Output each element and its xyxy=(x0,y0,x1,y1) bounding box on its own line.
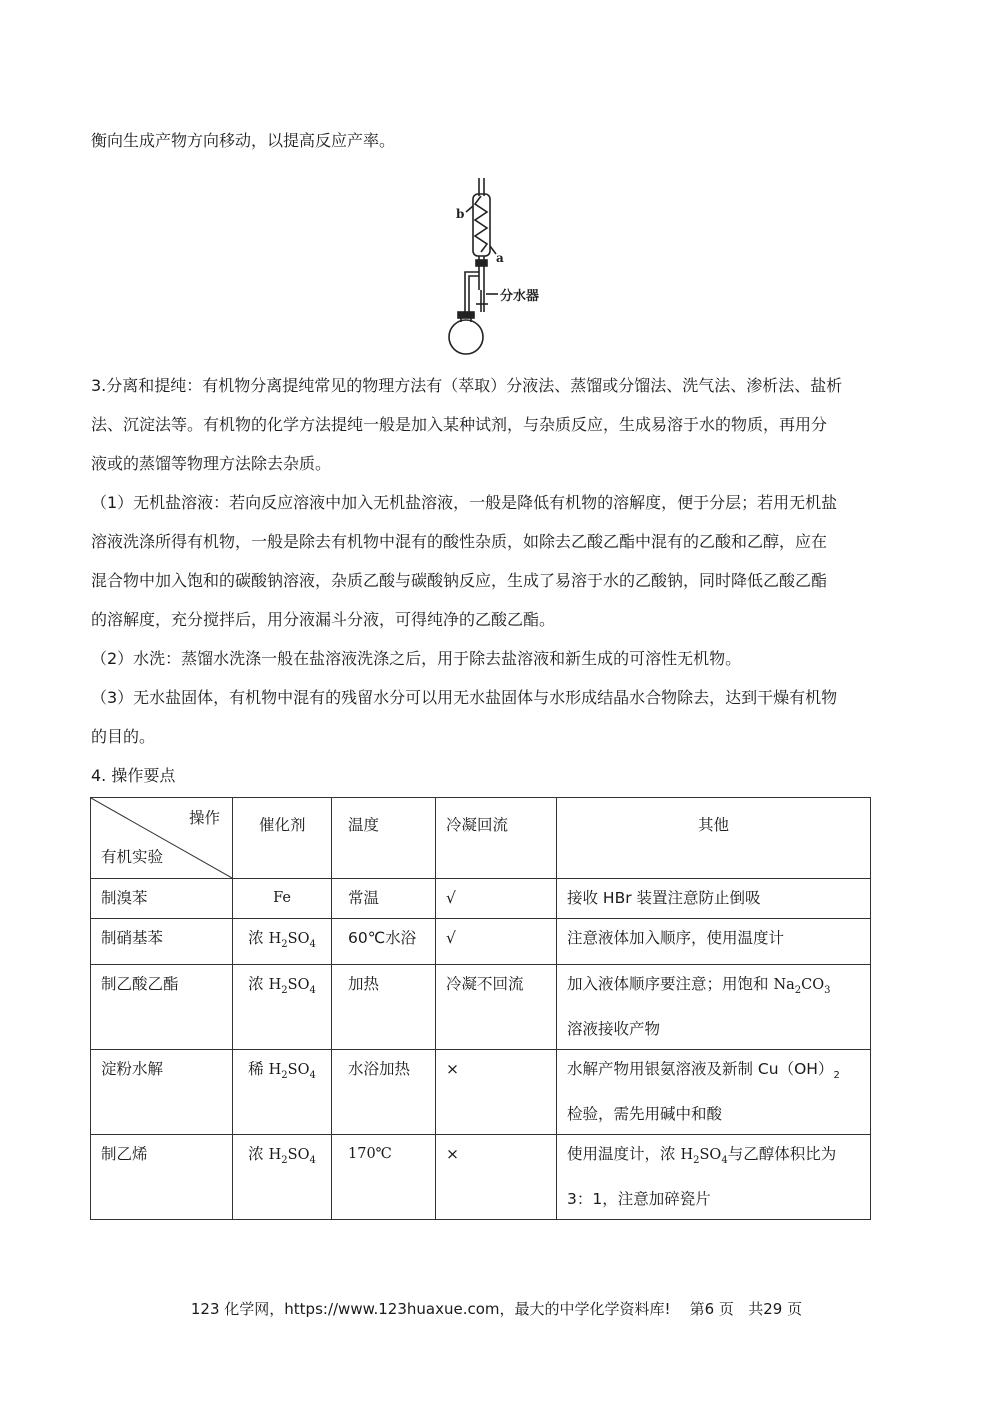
row-other-text: 3：1，注意加碎瓷片 xyxy=(567,1189,711,1208)
header-temperature: 温度 xyxy=(348,816,380,834)
header-experiment: 有机实验 xyxy=(101,848,164,866)
table-header-row xyxy=(91,798,871,879)
paragraph-line: 液或的蒸馏等物理方法除去杂质。 xyxy=(91,454,332,473)
catalyst-prefix: 浓 xyxy=(248,974,264,993)
section-heading: 4. 操作要点 xyxy=(91,766,176,785)
table-row xyxy=(91,964,871,1049)
label-b: b xyxy=(456,207,465,221)
operations-table xyxy=(90,797,871,1220)
formula-h2so4: $H_2SO_4$ xyxy=(680,1146,728,1166)
row-experiment: 制硝基苯 xyxy=(101,929,164,947)
row-reflux: × xyxy=(446,1144,459,1163)
formula-h2so4: $H_2SO_4$ xyxy=(268,1061,316,1081)
paragraph-line: （3）无水盐固体，有机物中混有的残留水分可以用无水盐固体与水形成结晶水合物除去，达到干燥有机物 xyxy=(91,688,838,707)
row-other-text: 检验，需先用碱中和酸 xyxy=(567,1104,723,1123)
table-row xyxy=(91,879,871,919)
table-row xyxy=(91,1134,871,1219)
row-other-text: 使用温度计，浓 xyxy=(567,1144,676,1163)
paragraph-line: （1）无机盐溶液：若向反应溶液中加入无机盐溶液，一般是降低有机物的溶解度，便于分层；若用无机盐 xyxy=(91,493,838,512)
label-separator: 分水器 xyxy=(500,289,540,304)
row-other-text: 与乙醇体积比为 xyxy=(727,1144,837,1163)
formula-h2so4: $H_2SO_4$ xyxy=(268,1146,316,1166)
label-a: a xyxy=(496,251,504,265)
row-other xyxy=(557,965,870,1049)
paragraph-line: 的目的。 xyxy=(91,727,156,746)
header-operation: 操作 xyxy=(188,809,220,827)
catalyst-prefix: 浓 xyxy=(248,929,264,947)
row-catalyst xyxy=(233,1050,331,1095)
row-other-text: 水解产物用银氨溶液及新制 Cu（OH） xyxy=(567,1059,834,1078)
row-other-text: 加入液体顺序要注意；用饱和 xyxy=(567,974,769,993)
header-other: 其他 xyxy=(697,816,729,834)
paragraph-line: 衡向生成产物方向移动，以提高反应产率。 xyxy=(91,131,396,150)
row-temperature: 60℃水浴 xyxy=(348,929,417,947)
row-reflux: √ xyxy=(446,929,456,947)
row-other xyxy=(557,879,870,918)
paragraph-line: 法、沉淀法等。有机物的化学方法提纯一般是加入某种试剂，与杂质反应，生成易溶于水的物质，再用分 xyxy=(91,415,828,434)
catalyst-prefix: 浓 xyxy=(248,1144,264,1163)
catalyst-prefix: 稀 xyxy=(248,1059,264,1078)
page-footer xyxy=(0,1298,993,1319)
row-experiment: 淀粉水解 xyxy=(101,1059,164,1078)
apparatus-drawing xyxy=(440,172,560,360)
row-experiment: 制乙酸乙酯 xyxy=(101,974,179,993)
row-catalyst: Fe xyxy=(273,890,291,906)
row-other: 水解产物用银氨溶液及新制 $Cu(OH)_2$ 检验，需先用碱中和酸 xyxy=(557,1050,870,1134)
row-reflux: √ xyxy=(446,889,456,907)
row-catalyst xyxy=(233,1135,331,1180)
row-reflux: × xyxy=(446,1059,459,1078)
table-row xyxy=(91,919,871,965)
paragraph-line: 溶液洗涤所得有机物，一般是除去有机物中混有的酸性杂质，如除去乙酸乙酯中混有的乙酸和乙醇，应在 xyxy=(91,532,828,551)
row-reflux: 冷凝不回流 xyxy=(446,974,524,993)
header-reflux: 冷凝回流 xyxy=(446,816,509,834)
row-other xyxy=(557,1135,870,1219)
row-temperature: 170℃ xyxy=(348,1145,392,1162)
row-temperature: 常温 xyxy=(348,889,380,907)
footer-site-text: 123 化学网，https://www.123huaxue.com，最大的中学化学资料库! xyxy=(190,1300,671,1318)
dean-stark-apparatus-diagram xyxy=(440,172,560,360)
paragraph-line: （2）水洗：蒸馏水洗涤一般在盐溶液洗涤之后，用于除去盐溶液和新生成的可溶性无机物。 xyxy=(91,649,742,668)
diagonal-header-cell xyxy=(91,798,233,879)
table-row xyxy=(91,1049,871,1134)
paragraph-line: 3.分离和提纯：有机物分离提纯常见的物理方法有（萃取）分液法、蒸馏或分馏法、洗气法、渗析法、盐析 xyxy=(91,376,843,395)
row-other: 注意液体加入顺序，使用温度计 xyxy=(567,929,785,947)
row-other-text: 接收 HBr 装置注意防止倒吸 xyxy=(567,889,761,907)
formula-h2so4: $H_2SO_4$ xyxy=(268,931,316,950)
row-experiment: 制溴苯 xyxy=(101,889,148,907)
row-catalyst xyxy=(233,919,331,964)
paragraph-line: 混合物中加入饱和的碳酸钠溶液，杂质乙酸与碳酸钠反应，生成了易溶于水的乙酸钠，同时降低乙酸乙酯 xyxy=(91,571,828,590)
row-catalyst xyxy=(233,965,331,1010)
footer-page-number: 第6 页 xyxy=(689,1300,734,1318)
paragraph-line: 的溶解度，充分搅拌后，用分液漏斗分液，可得纯净的乙酸乙酯。 xyxy=(91,610,556,629)
row-other-text: 溶液接收产物 xyxy=(567,1019,661,1038)
formula-h2so4: $H_2SO_4$ xyxy=(268,976,316,996)
row-temperature: 水浴加热 xyxy=(348,1059,411,1078)
row-temperature: 加热 xyxy=(348,974,380,993)
header-catalyst: 催化剂 xyxy=(259,816,306,834)
formula-na2co3: $Na_2CO_3$ xyxy=(773,976,831,996)
footer-page-total: 共29 页 xyxy=(748,1300,803,1318)
row-experiment: 制乙烯 xyxy=(101,1144,148,1163)
